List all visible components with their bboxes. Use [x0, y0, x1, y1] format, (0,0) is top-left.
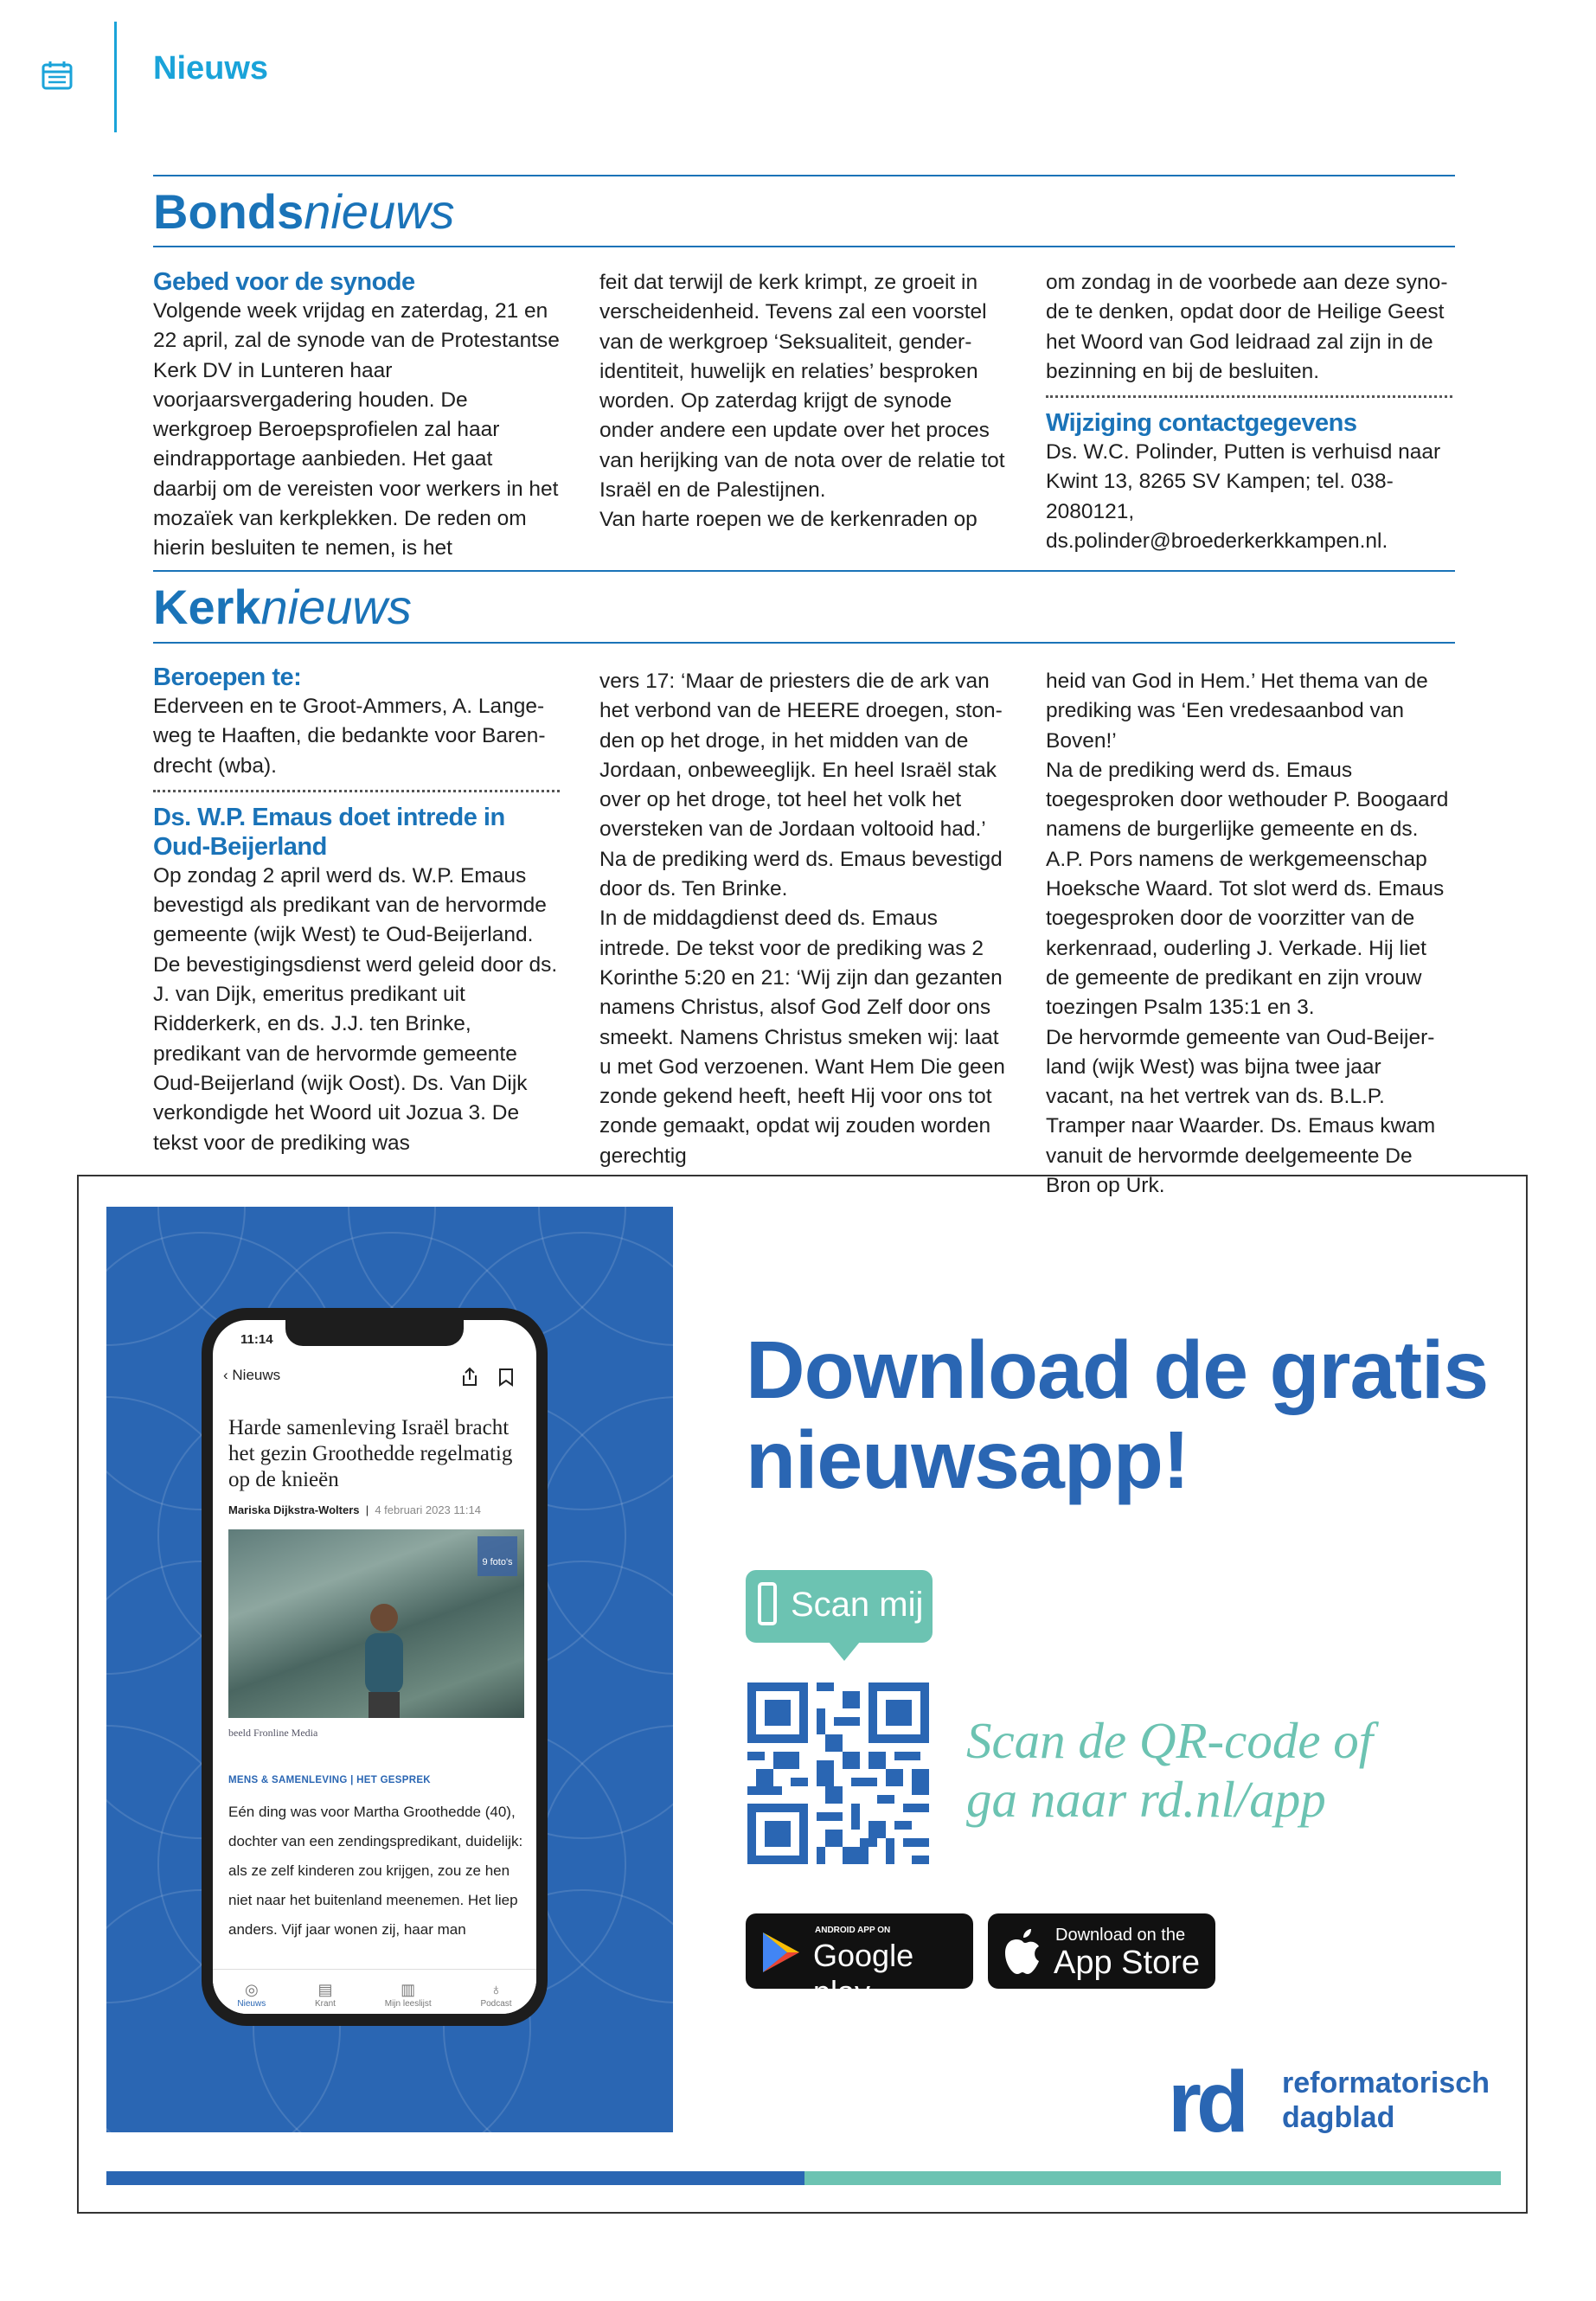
article-text: Van harte roepen we de kerkenraden op — [599, 508, 977, 532]
microphone-icon: ♁ — [490, 1981, 503, 1998]
qr-code[interactable] — [747, 1682, 929, 1864]
nav-item-podcast[interactable]: ♁ Podcast — [480, 1981, 512, 2009]
article-heading: Ds. W.P. Emaus doet intrede in Oud-Beijerland — [153, 803, 505, 861]
article-text: Na de prediking werd ds. Emaus bevestigd door ds. Ten Brinke. — [599, 847, 1003, 901]
back-link: ‹ Nieuws — [223, 1367, 281, 1383]
bondsnieuws-column-2 — [599, 268, 1006, 535]
share-icon — [460, 1367, 479, 1388]
apple-icon — [1002, 1927, 1043, 1976]
bondsnieuws-heading: Bondsnieuws — [153, 184, 455, 239]
article-heading: Beroepen te: — [153, 663, 302, 691]
article-byline: Mariska Dijkstra-Wolters | 4 februari 2023 11:14 — [228, 1503, 481, 1516]
bondsnieuws-column-3 — [1046, 268, 1452, 556]
photo-caption: beeld Fronline Media — [228, 1727, 318, 1739]
nav-item-nieuws[interactable]: ◎ Nieuws — [237, 1981, 266, 2009]
scan-label: Scan mij — [746, 1570, 933, 1643]
dotted-divider — [153, 790, 560, 792]
rd-logo-text: reformatorisch dagblad — [1282, 2067, 1490, 2134]
scan-bubble-tail — [829, 1642, 860, 1661]
dotted-divider — [1046, 395, 1452, 398]
section-title: Nieuws — [153, 50, 269, 87]
bondsnieuws-column-1 — [153, 267, 560, 564]
article-text: vers 17: ‘Maar de priesters die de ark van het verbond van de HEERE droegen, stonden op het droge, in het midden van de Jordaan, onbeweeglijk. En heel Israël stak over op het droge, tot heel het volk het oversteken van de Jordaan voltooid had.’ — [599, 670, 1003, 842]
divider — [153, 246, 1455, 247]
nav-item-leeslijst[interactable]: ▥ Mijn leeslijst — [384, 1981, 432, 2009]
footer-bar-teal — [804, 2171, 1501, 2185]
article-text: In de middagdienst deed ds. Emaus intrede. De tekst voor de prediking was 2 Korinthe 5:20 en 21: ‘Wij zijn dan gezanten namens Christus, alsof God Zelf door ons smeekt. Namens Christus smeken wij: laat u met God verzoenen. Want Hem Die geen zonde gekend heeft, heeft Hij voor ons tot zonde gemaakt, opdat wij zouden worden gerechtig — [599, 907, 1005, 1168]
article-heading: Gebed voor de synode — [153, 268, 415, 296]
kerknieuws-column-3 — [1046, 667, 1452, 1201]
calendar-icon — [42, 61, 73, 90]
bottom-nav — [213, 1969, 536, 2014]
article-heading: Wijziging contactgegevens — [1046, 409, 1357, 438]
person-figure — [358, 1599, 410, 1718]
footer-bar-blue — [106, 2171, 804, 2185]
bookmark-icon — [498, 1368, 514, 1387]
article-text: feit dat terwijl de kerk krimpt, ze groeit in verscheidenheid. Tevens zal een voorstel van de werkgroep ‘Seksualiteit, genderidentiteit, huwelijk en relaties’ besproken worden. Op zaterdag krijgt de synode onder andere een update over het proces van herijking van de nota over de relatie tot Israël en de Palestijnen. — [599, 271, 1005, 503]
ad-headline: Download de gratis nieuwsapp! — [746, 1324, 1489, 1506]
rd-logo-mark: rd — [1168, 2054, 1244, 2150]
article-headline: Harde samenleving Israël bracht het gezin Groothedde regelmatig op de knieën — [228, 1416, 513, 1491]
article-text: Volgende week vrijdag en zaterdag, 21 en 22 april, zal de synode van de Protestantse Kerk DV in Lunteren haar voorjaarsvergadering houden. De werkgroep Beroepsprofielen zal haar eindrapportage aanbieden. Het gaat daarbij om de vereisten voor werkers in het mozaïek van kerkplekken. De reden om hierin besluiten te nemen, is het — [153, 299, 560, 561]
article-text: heid van God in Hem.’ Het thema van de prediking was ‘Een vredesaanbod van Boven!’ — [1046, 670, 1428, 753]
globe-icon: ◎ — [244, 1981, 259, 1998]
list-icon: ▥ — [401, 1981, 416, 1998]
nav-item-krant[interactable]: ▤ Krant — [315, 1981, 336, 2009]
chevron-left-icon: ‹ — [223, 1367, 233, 1383]
app-store-button[interactable]: Download on the App Store — [988, 1913, 1215, 1989]
header-divider — [114, 22, 117, 132]
article-text: Op zondag 2 april werd ds. W.P. Emaus bevestigd als predikant van de hervormde gemeente (wijk West) te Oud-Beijerland. De bevestigingsdienst werd geleid door ds. J. van Dijk, emeritus predikant uit Ridderkerk, en ds. J.J. ten Brinke, predikant van de hervormde gemeente Oud-Beijerland (wijk Oost). Ds. Van Dijk verkondigde het Woord uit Jozua 3. De tekst voor de prediking was — [153, 863, 558, 1155]
article-text: Na de prediking werd ds. Emaus toegesproken door wethouder P. Boogaard namens de burgerlijke gemeente en ds. A.P. Pors namens de werkgemeenschap Hoeksche Waard. Tot slot werd ds. Emaus toegesproken door de voorzitter van de kerkenraad, ouderling J. Verkade. Hij liet de gemeente de predikant en zijn vrouw toezingen Psalm 135:1 en 3. — [1046, 758, 1449, 1020]
google-play-icon — [761, 1931, 801, 1974]
phone-notch — [285, 1320, 464, 1346]
article-text: De hervormde gemeente van Oud-Beijerland (wijk West) was bijna twee jaar vacant, na het vertrek van ds. B.L.P. Tramper naar Waarder. Ds. Emaus kwam vanuit de hervormde deelgemeente De Bron op Urk. — [1046, 1025, 1436, 1198]
divider — [153, 175, 1455, 176]
article-text: om zondag in de voorbede aan deze synode te denken, opdat door de Heilige Geest het Woord van God leidraad zal zijn in de bezinning en bij de besluiten. — [1046, 271, 1448, 383]
phone-icon — [758, 1582, 777, 1625]
google-play-button[interactable]: ANDROID APP ON Google play — [746, 1913, 973, 1989]
article-text: Ederveen en te Groot-Ammers, A. Langeweg te Haaften, die bedankte voor Barendrecht (wba). — [153, 695, 546, 778]
article-photo — [228, 1529, 524, 1718]
divider — [153, 642, 1455, 644]
article-intro: Eén ding was voor Martha Groothedde (40), dochter van een zendingspredikant, duidelijk: als ze zelf kinderen zou krijgen, zou ze hen niet naar het buitenland meenemen. Het liep anders. Vijf jaar wonen zij, haar man — [228, 1804, 523, 1938]
scan-instructions: Scan de QR-code of ga naar rd.nl/app — [966, 1712, 1374, 1828]
kerknieuws-heading: Kerknieuws — [153, 580, 412, 634]
article-category: MENS & SAMENLEVING | HET GESPREK — [228, 1775, 431, 1785]
photo-count-badge: 9 foto's — [478, 1536, 517, 1576]
status-time: 11:14 — [240, 1332, 273, 1347]
kerknieuws-column-1 — [153, 663, 560, 1158]
kerknieuws-column-2 — [599, 667, 1006, 1171]
article-text: Ds. W.C. Polinder, Putten is verhuisd naar Kwint 13, 8265 SV Kampen; tel. 038-2080121, ds.polinder@broederkerkkampen.nl. — [1046, 440, 1441, 554]
newspaper-icon: ▤ — [317, 1981, 333, 1998]
divider — [153, 570, 1455, 572]
phone-screen — [213, 1320, 536, 2014]
